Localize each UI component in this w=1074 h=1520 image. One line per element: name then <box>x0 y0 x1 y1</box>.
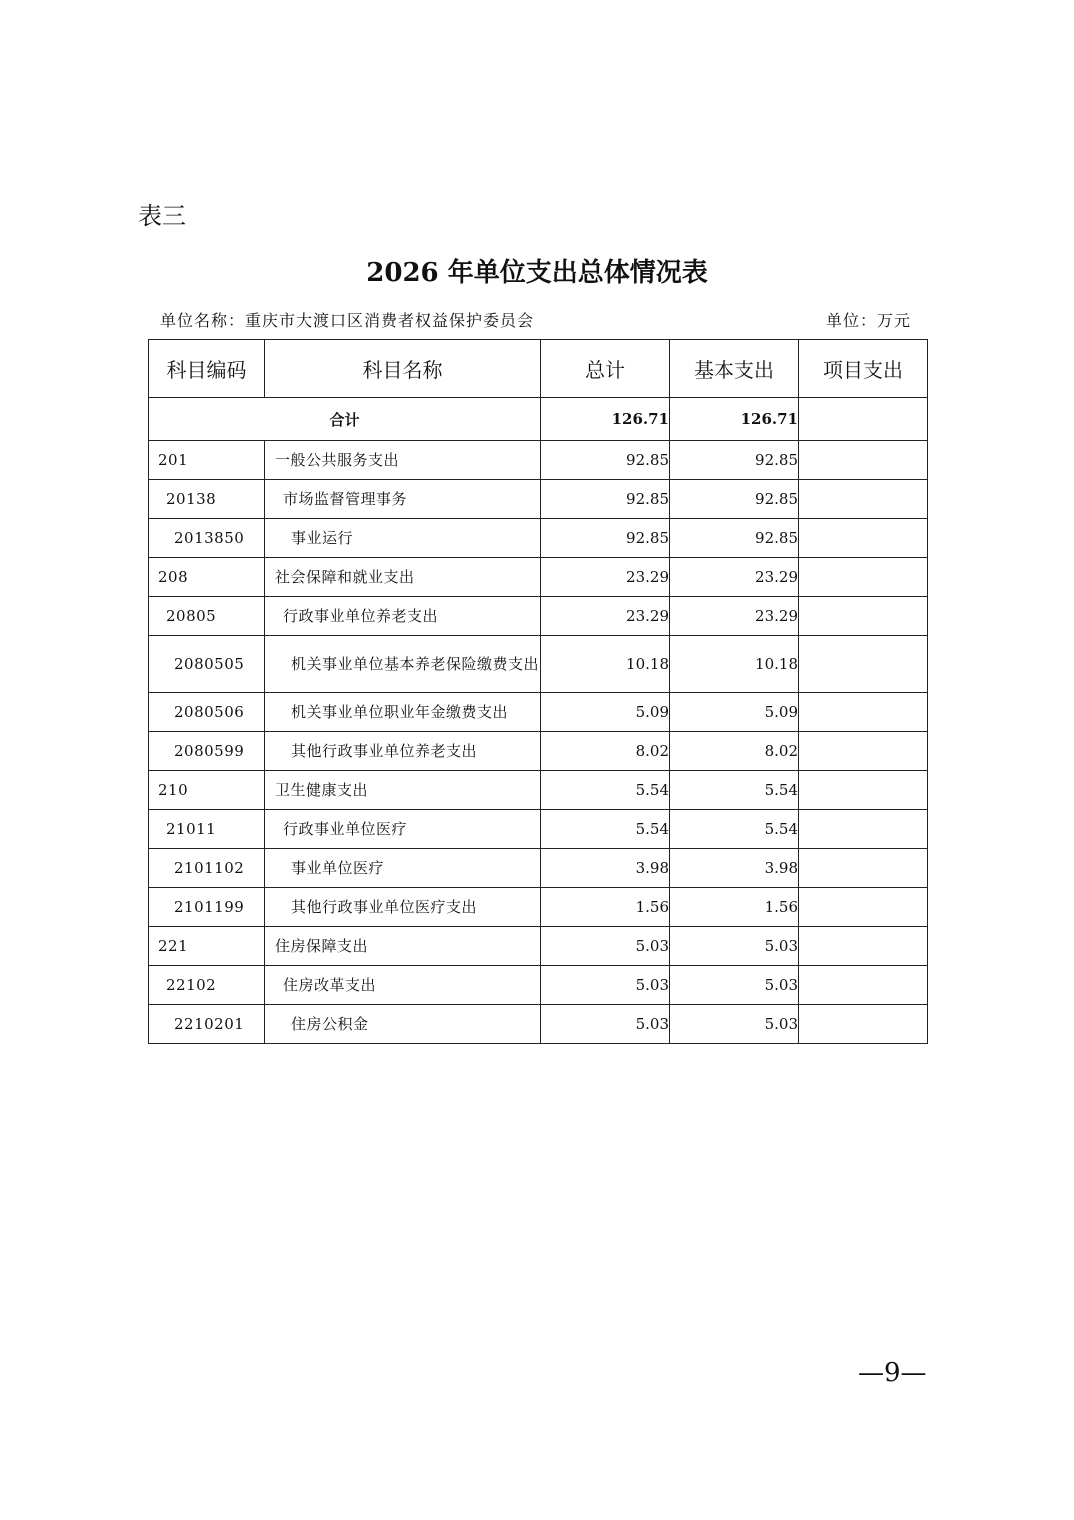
subject-code: 20805 <box>149 597 265 636</box>
basic-amount: 5.09 <box>670 693 799 732</box>
unit-name: 单位名称：重庆市大渡口区消费者权益保护委员会 <box>160 311 535 330</box>
subject-code: 22102 <box>149 966 265 1005</box>
project-amount <box>799 810 928 849</box>
header-project: 项目支出 <box>799 340 928 398</box>
document-title: 2026 年单位支出总体情况表 <box>366 258 708 288</box>
total-amount: 8.02 <box>541 732 670 771</box>
subject-code: 210 <box>149 771 265 810</box>
table-row <box>149 558 928 597</box>
table-row <box>149 810 928 849</box>
project-amount <box>799 849 928 888</box>
page-number: —9— <box>858 1358 927 1388</box>
subject-name: 行政事业单位医疗 <box>265 810 541 849</box>
header-row <box>149 340 928 398</box>
table-number-label: 表三 <box>138 202 186 230</box>
total-amount: 23.29 <box>541 558 670 597</box>
total-row <box>149 398 928 441</box>
table-row <box>149 597 928 636</box>
project-amount <box>799 771 928 810</box>
project-amount <box>799 966 928 1005</box>
project-amount <box>799 888 928 927</box>
project-amount <box>799 693 928 732</box>
basic-amount: 92.85 <box>670 441 799 480</box>
total-amount: 1.56 <box>541 888 670 927</box>
subject-name: 卫生健康支出 <box>265 771 541 810</box>
total-amount: 5.09 <box>541 693 670 732</box>
subject-name: 其他行政事业单位养老支出 <box>265 732 541 771</box>
subject-name: 机关事业单位基本养老保险缴费支出 <box>265 636 541 693</box>
project-amount <box>799 441 928 480</box>
total-amount: 5.54 <box>541 771 670 810</box>
basic-amount: 23.29 <box>670 558 799 597</box>
project-amount <box>799 927 928 966</box>
table-row <box>149 927 928 966</box>
total-amount: 5.03 <box>541 966 670 1005</box>
total-amount: 5.54 <box>541 810 670 849</box>
subject-name: 住房保障支出 <box>265 927 541 966</box>
table-row <box>149 966 928 1005</box>
subject-code: 2101199 <box>149 888 265 927</box>
total-amount: 5.03 <box>541 1005 670 1044</box>
subject-name: 社会保障和就业支出 <box>265 558 541 597</box>
basic-amount: 5.03 <box>670 966 799 1005</box>
basic-amount: 8.02 <box>670 732 799 771</box>
total-amount: 23.29 <box>541 597 670 636</box>
subject-code: 20138 <box>149 480 265 519</box>
subject-name: 行政事业单位养老支出 <box>265 597 541 636</box>
subject-name: 住房改革支出 <box>265 966 541 1005</box>
subject-name: 其他行政事业单位医疗支出 <box>265 888 541 927</box>
basic-amount: 5.03 <box>670 927 799 966</box>
table-row <box>149 480 928 519</box>
table-row <box>149 519 928 558</box>
table-row <box>149 888 928 927</box>
expenditure-table <box>148 339 928 1044</box>
table-row <box>149 1005 928 1044</box>
header-code: 科目编码 <box>149 340 265 398</box>
project-amount <box>799 1005 928 1044</box>
total-amount: 126.71 <box>541 398 670 441</box>
basic-amount: 3.98 <box>670 849 799 888</box>
basic-amount: 5.54 <box>670 771 799 810</box>
basic-amount: 92.85 <box>670 519 799 558</box>
basic-amount: 5.03 <box>670 1005 799 1044</box>
project-amount <box>799 732 928 771</box>
project-amount <box>799 636 928 693</box>
currency-unit: 单位：万元 <box>826 311 912 330</box>
subject-code: 201 <box>149 441 265 480</box>
subject-name: 事业运行 <box>265 519 541 558</box>
header-name: 科目名称 <box>265 340 541 398</box>
subject-code: 2013850 <box>149 519 265 558</box>
subject-name: 事业单位医疗 <box>265 849 541 888</box>
subject-code: 2101102 <box>149 849 265 888</box>
subject-code: 2210201 <box>149 1005 265 1044</box>
basic-amount: 1.56 <box>670 888 799 927</box>
table-row <box>149 732 928 771</box>
table-row <box>149 441 928 480</box>
subject-code: 2080505 <box>149 636 265 693</box>
basic-amount: 92.85 <box>670 480 799 519</box>
total-project <box>799 398 928 441</box>
table-row <box>149 636 928 693</box>
subject-code: 2080599 <box>149 732 265 771</box>
total-amount: 10.18 <box>541 636 670 693</box>
project-amount <box>799 480 928 519</box>
subject-name: 一般公共服务支出 <box>265 441 541 480</box>
table-row <box>149 771 928 810</box>
project-amount <box>799 558 928 597</box>
subject-code: 2080506 <box>149 693 265 732</box>
total-label: 合计 <box>149 398 541 441</box>
subject-code: 221 <box>149 927 265 966</box>
subject-name: 机关事业单位职业年金缴费支出 <box>265 693 541 732</box>
total-amount: 5.03 <box>541 927 670 966</box>
total-amount: 92.85 <box>541 441 670 480</box>
subject-name: 住房公积金 <box>265 1005 541 1044</box>
table-row <box>149 693 928 732</box>
header-total: 总计 <box>541 340 670 398</box>
total-amount: 3.98 <box>541 849 670 888</box>
basic-amount: 10.18 <box>670 636 799 693</box>
basic-amount: 23.29 <box>670 597 799 636</box>
header-basic: 基本支出 <box>670 340 799 398</box>
subject-name: 市场监督管理事务 <box>265 480 541 519</box>
total-amount: 92.85 <box>541 480 670 519</box>
project-amount <box>799 519 928 558</box>
subject-code: 208 <box>149 558 265 597</box>
table-row <box>149 849 928 888</box>
total-amount: 92.85 <box>541 519 670 558</box>
project-amount <box>799 597 928 636</box>
subject-code: 21011 <box>149 810 265 849</box>
total-basic: 126.71 <box>670 398 799 441</box>
basic-amount: 5.54 <box>670 810 799 849</box>
